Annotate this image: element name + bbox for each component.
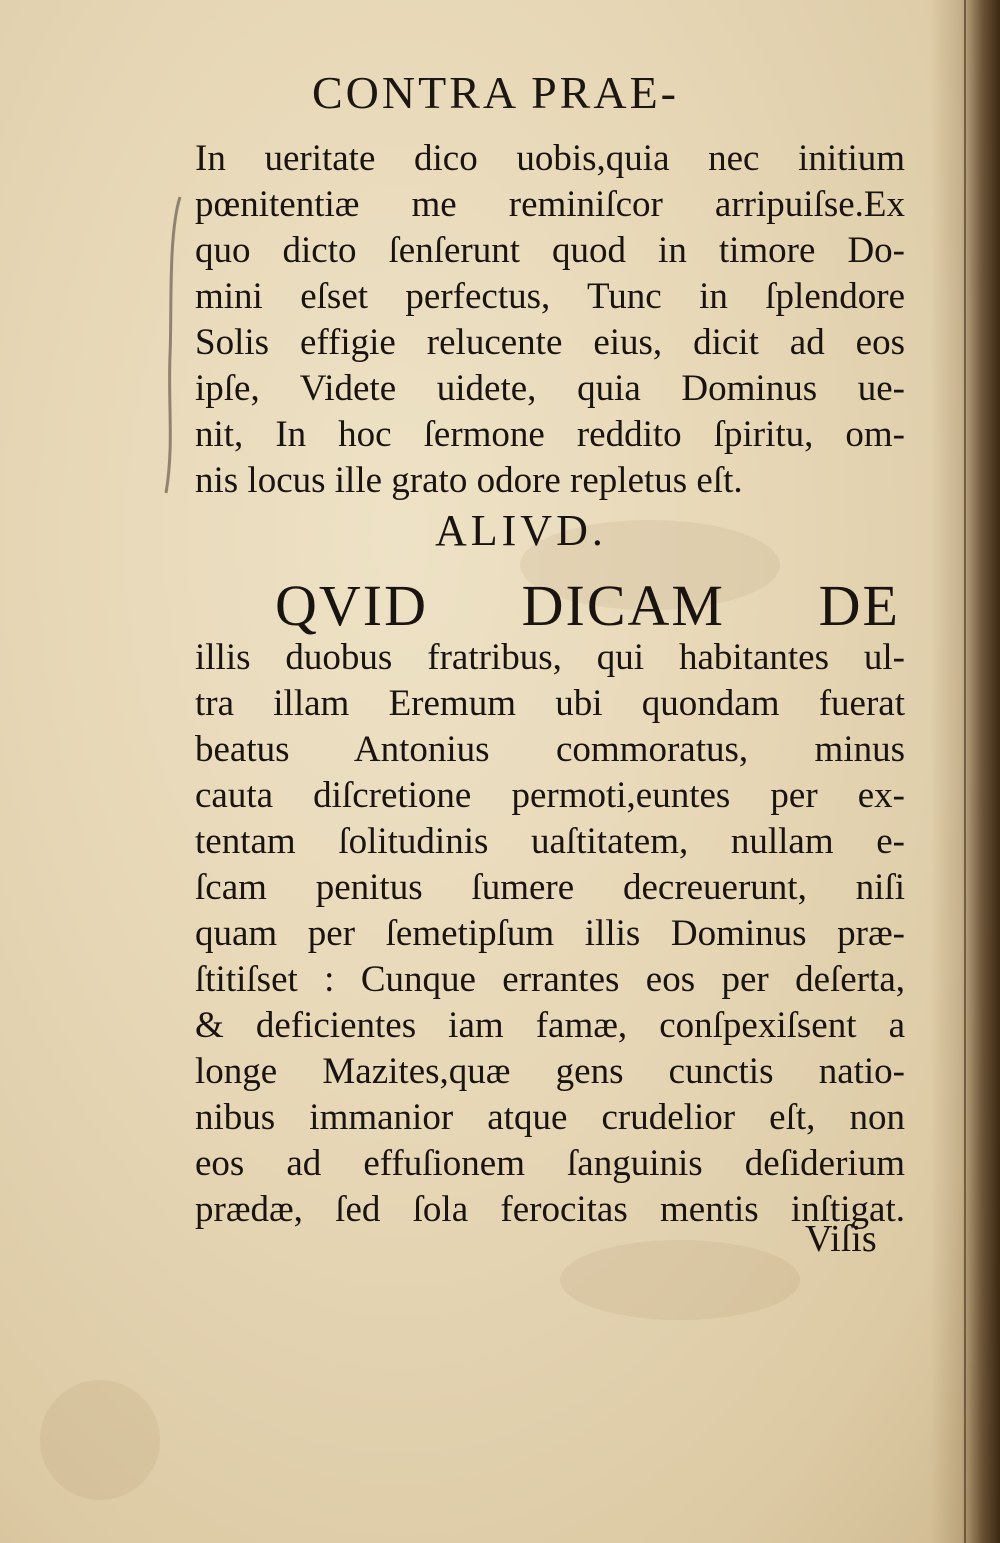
page-edge-line (964, 0, 966, 1543)
section-heading: ALIVD. (435, 506, 607, 555)
text-line: ſtitiſset : Cunque errantes eos per deſerta, (195, 959, 905, 1000)
text-line: quo dicto ſenſerunt quod in timore Do- (195, 230, 905, 271)
text-line: cauta diſcretione permoti,euntes per ex- (195, 775, 905, 816)
text-line: mini eſset perfectus, Tunc in ſplendore (195, 276, 905, 317)
text-line: longe Mazites,quæ gens cunctis natio- (195, 1051, 905, 1092)
text-line: ipſe, Videte uidete, quia Dominus ue- (195, 368, 905, 409)
text-line: & deficientes iam famæ, conſpexiſsent a (195, 1005, 905, 1046)
text-line: eos ad effuſionem ſanguinis deſiderium (195, 1143, 905, 1184)
text-line: tra illam Eremum ubi quondam fuerat (195, 683, 905, 724)
show-through-stain (560, 1240, 800, 1320)
text-line: quam per ſemetipſum illis Dominus præ- (195, 913, 905, 954)
text-line: Solis effigie relucente eius, dicit ad eos (195, 322, 905, 363)
text-line: nis locus ille grato odore repletus eſt. (195, 460, 743, 501)
catchword: Viſis (805, 1218, 877, 1260)
text-line: In ueritate dico uobis,quia nec initium (195, 138, 905, 179)
text-line: illis duobus fratribus, qui habitantes ul- (195, 637, 905, 678)
text-line: tentam ſolitudinis uaſtitatem, nullam e- (195, 821, 905, 862)
text-line: nit, In hoc ſermone reddito ſpiritu, om- (195, 414, 905, 455)
running-head: CONTRA PRAE- (312, 67, 679, 118)
paper-stain (40, 1380, 160, 1500)
opening-capitals-line: QVID DICAM DE (275, 573, 900, 638)
text-line: pœnitentiæ me reminiſcor arripuiſse.Ex (195, 184, 905, 225)
text-line: beatus Antonius commoratus, minus (195, 729, 905, 770)
text-line: ſcam penitus ſumere decreuerunt, niſi (195, 867, 905, 908)
text-line: prædæ, ſed ſola ferocitas mentis inſtigat. (195, 1189, 905, 1230)
text-line: nibus immanior atque crudelior eſt, non (195, 1097, 905, 1138)
margin-bracket-mark (158, 195, 188, 495)
